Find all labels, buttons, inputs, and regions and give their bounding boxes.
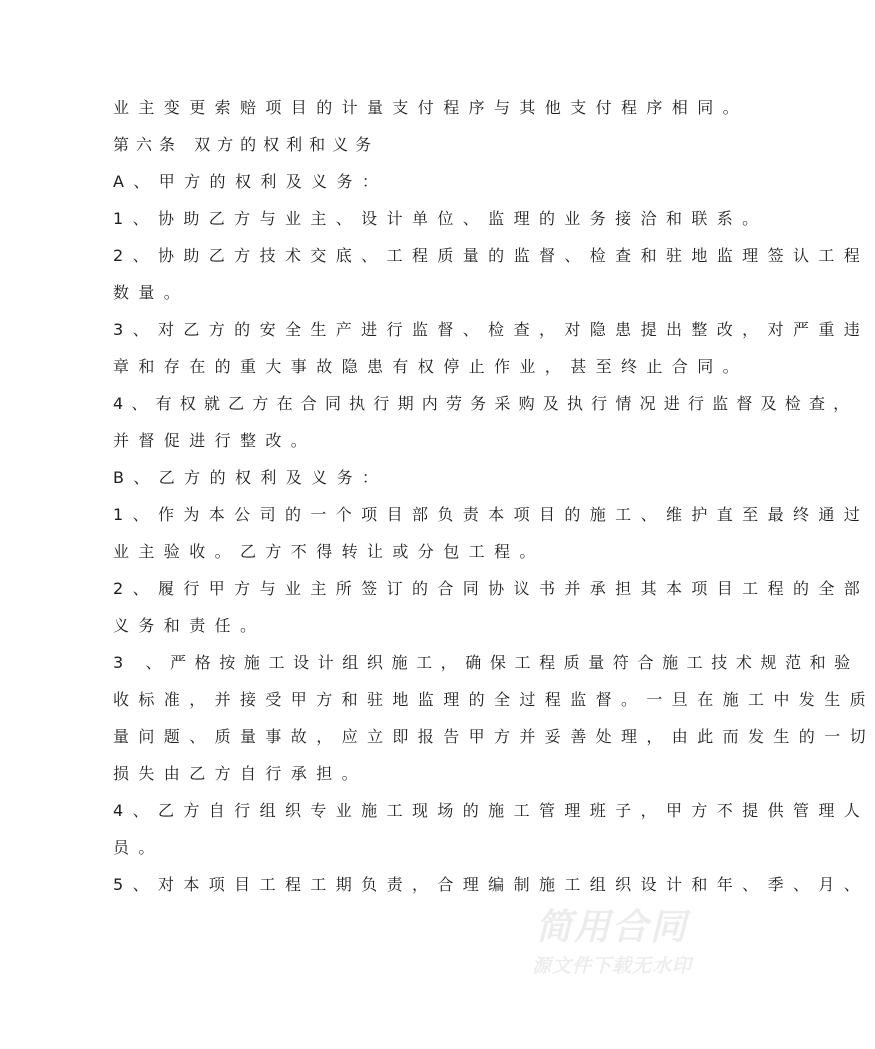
paragraph-line: 1、协助乙方与业主、设计单位、监理的业务接洽和联系。 xyxy=(113,209,768,228)
watermark-subtitle: 源文件下载无水印 xyxy=(531,955,692,977)
paragraph-line: 义务和责任。 xyxy=(113,616,266,635)
subsection-heading-party-a: A、甲方的权利及义务： xyxy=(113,172,388,191)
watermark xyxy=(512,908,712,980)
paragraph-line: 章和存在的重大事故隐患有权停止作业，甚至终止合同。 xyxy=(113,357,749,376)
paragraph-line: 业主验收。乙方不得转让或分包工程。 xyxy=(113,542,545,561)
paragraph-line: 数量。 xyxy=(113,283,190,302)
paragraph-line: 量问题、质量事故，应立即报告甲方并妥善处理，由此而发生的一切 xyxy=(113,727,875,746)
paragraph-line: 收标准，并接受甲方和驻地监理的全过程监督。一旦在施工中发生质 xyxy=(113,690,875,709)
paragraph-line: 4、乙方自行组织专业施工现场的施工管理班子，甲方不提供管理人 xyxy=(113,801,870,820)
paragraph-line: 4、有权就乙方在合同执行期内劳务采购及执行情况进行监督及检查， xyxy=(113,394,858,413)
paragraph-line: 并督促进行整改。 xyxy=(113,431,317,450)
document-body xyxy=(113,96,875,910)
paragraph-line: 5、对本项目工程工期负责，合理编制施工组织设计和年、季、月、 xyxy=(113,875,870,894)
paragraph-line: 3、对乙方的安全生产进行监督、检查，对隐患提出整改，对严重违 xyxy=(113,320,870,339)
paragraph-line: 3 、严格按施工设计组织施工，确保工程质量符合施工技术规范和验 xyxy=(113,653,859,672)
paragraph-line: 2、协助乙方技术交底、工程质量的监督、检查和驻地监理签认工程 xyxy=(113,246,870,265)
paragraph-line: 损失由乙方自行承担。 xyxy=(113,764,368,783)
subsection-heading-party-b: B、乙方的权利及义务： xyxy=(113,468,388,487)
paragraph-line: 员。 xyxy=(113,838,164,857)
section-heading: 第六条 双方的权利和义务 xyxy=(113,135,379,154)
paragraph-line: 2、履行甲方与业主所签订的合同协议书并承担其本项目工程的全部 xyxy=(113,579,870,598)
paragraph-line: 业主变更索赔项目的计量支付程序与其他支付程序相同。 xyxy=(113,98,749,117)
paragraph-line: 1、作为本公司的一个项目部负责本项目的施工、维护直至最终通过 xyxy=(113,505,870,524)
watermark-title: 简用合同 xyxy=(535,907,688,948)
